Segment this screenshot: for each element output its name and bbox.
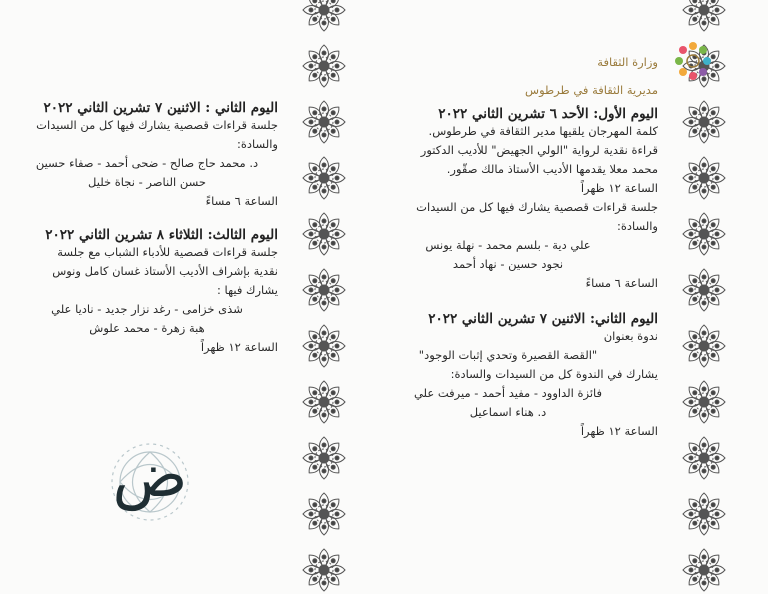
day2-line: جلسة قراءات قصصية يشارك فيها كل من السيدات — [36, 118, 278, 132]
day2-heading: اليوم الثاني: الاثنين ٧ تشرين الثاني ٢٠٢٢ — [428, 311, 658, 327]
arabesque-rosette-icon — [300, 546, 348, 594]
arabesque-rosette-icon — [680, 0, 728, 34]
arabesque-rosette-icon — [300, 266, 348, 314]
arabesque-rosette-icon — [680, 546, 728, 594]
arabesque-rosette-icon — [300, 378, 348, 426]
day2-participants: د. محمد حاج صالح - ضحى أحمد - صفاء حسين — [35, 156, 259, 170]
day2-line: يشارك في الندوة كل من السيدات والسادة: — [450, 367, 658, 381]
day1-line: والسادة: — [616, 219, 658, 233]
day3-line: يشارك فيها : — [217, 283, 278, 297]
day1-participants: علي دية - بلسم محمد - نهلة يونس — [425, 238, 591, 252]
arabesque-rosette-icon — [680, 98, 728, 146]
day2-seminar-title: "القصة القصيرة وتحدي إثبات الوجود" — [418, 348, 598, 362]
arabesque-rosette-icon — [300, 0, 348, 34]
ministry-name: وزارة الثقافة — [597, 54, 658, 69]
day1-participants: نجود حسين - نهاد أحمد — [452, 257, 564, 271]
day3-participants: هبة زهرة - محمد علوش — [89, 321, 205, 335]
day1-line: كلمة المهرجان يلقيها مدير الثقافة في طرطوس. — [428, 124, 658, 138]
day3-participants: شذى خزامى - رغد نزار جديد - ناديا علي — [51, 302, 243, 316]
day2-line: والسادة: — [236, 137, 278, 151]
arabesque-rosette-icon — [300, 42, 348, 90]
day2-heading: اليوم الثاني : الاثنين ٧ تشرين الثاني ٢٠٢٢ — [43, 100, 278, 116]
ornament-strip-middle — [300, 0, 352, 557]
day1-heading: اليوم الأول: الأحد ٦ تشرين الثاني ٢٠٢٢ — [438, 106, 658, 122]
schedule-left-column — [16, 100, 278, 357]
arabesque-rosette-icon — [300, 322, 348, 370]
arabesque-rosette-icon — [300, 154, 348, 202]
arabesque-rosette-icon — [300, 490, 348, 538]
arabesque-rosette-icon — [680, 490, 728, 538]
day1-line: محمد معلا يقدمها الأديب الأستاذ مالك صقّور. — [446, 162, 658, 176]
arabesque-rosette-icon — [680, 434, 728, 482]
day1-time: الساعة ٦ مساءً — [585, 276, 658, 290]
arabesque-rosette-icon — [680, 154, 728, 202]
arabesque-rosette-icon — [680, 378, 728, 426]
calligraphy-dad-icon — [100, 432, 200, 532]
day2-participants: د. هناء اسماعيل — [469, 405, 547, 419]
day3-line: نقدية بإشراف الأديب الأستاذ غسان كامل ونوس — [52, 264, 278, 278]
day3-heading: اليوم الثالث: الثلاثاء ٨ تشرين الثاني ٢٠٢٢ — [45, 227, 278, 243]
arabesque-rosette-icon — [680, 266, 728, 314]
calligraphy-letter: ض — [112, 438, 188, 511]
arabesque-rosette-icon — [300, 434, 348, 482]
arabesque-rosette-icon — [680, 210, 728, 258]
day1-line: قراءة نقدية لرواية "الولي الجهيض" للأديب الدكتور — [420, 143, 658, 157]
schedule-right-column — [358, 106, 658, 441]
day2-participants: فائزة الداوود - مفيد أحمد - ميرفت علي — [413, 386, 603, 400]
arabesque-rosette-icon — [300, 210, 348, 258]
arabesque-rosette-icon — [300, 98, 348, 146]
day2-line: ندوة بعنوان — [603, 329, 658, 343]
culture-logo-icon — [670, 38, 716, 88]
day1-line: جلسة قراءات قصصية يشارك فيها كل من السيدات — [416, 200, 658, 214]
header-titles — [525, 42, 658, 111]
day2-time: الساعة ١٢ ظهراً — [580, 424, 658, 438]
day1-time: الساعة ١٢ ظهراً — [580, 181, 658, 195]
arabesque-rosette-icon — [680, 322, 728, 370]
day2-participants: حسن الناصر - نجاة خليل — [88, 175, 206, 189]
day3-line: جلسة قراءات قصصية للأدباء الشباب مع جلسة — [57, 245, 278, 259]
day3-time: الساعة ١٢ ظهراً — [200, 340, 278, 354]
directorate-name: مديرية الثقافة في طرطوس — [525, 83, 658, 97]
day2-time: الساعة ٦ مساءً — [205, 194, 278, 208]
